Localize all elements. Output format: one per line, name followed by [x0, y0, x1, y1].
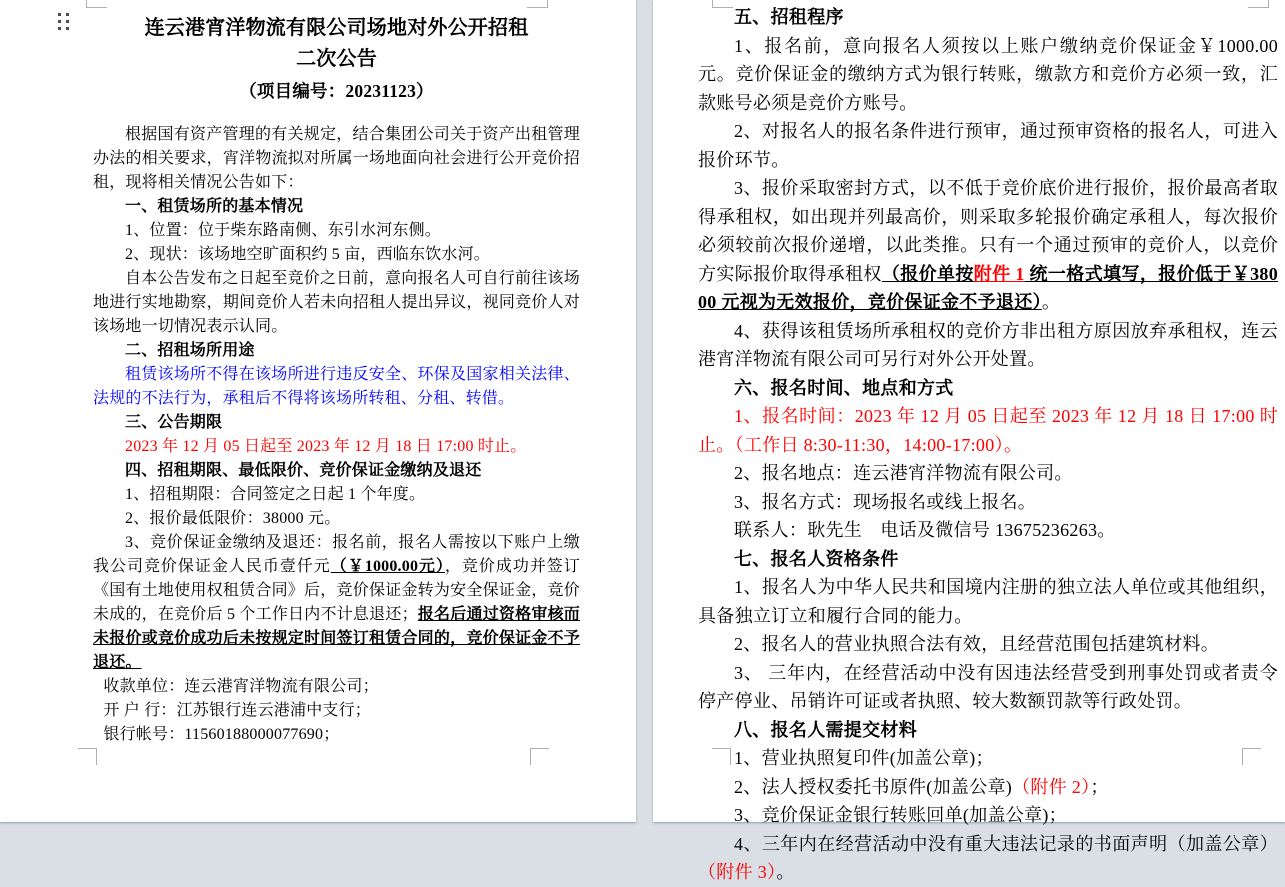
- project-number: [93, 77, 580, 105]
- document-page-2: [653, 0, 1285, 882]
- document-paragraph: [698, 801, 1278, 830]
- text-run: （项目编号：20231123）: [239, 81, 434, 101]
- text-run: 二次公告: [296, 48, 377, 70]
- document-paragraph: [698, 459, 1278, 488]
- text-run: 联系人：耿先生 电话及微信号 13675236263。: [734, 520, 1116, 540]
- text-run: 2、对报名人的报名条件进行预审，通过预审资格的报名人，可进入报价环节。: [698, 121, 1278, 170]
- document-paragraph: [698, 32, 1278, 118]
- text-run: 七、报名人资格条件: [734, 548, 899, 569]
- text-run: 根据国有资产管理的有关规定，结合集团公司关于资产出租管理办法的相关要求，宵洋物流拟对所属一场地面向社会进行公开竞价招租，现将相关情况公告如下：: [93, 126, 580, 191]
- text-run: 开 户 行：江苏银行连云港浦中支行；: [103, 702, 371, 719]
- text-run: 1、报名时间：2023 年 12 月 05 日起至 2023 年 12 月 18 日 17:00 时止。（工作日 8:30-11:30，14:00-17:00）。: [698, 406, 1278, 455]
- document-paragraph: [698, 317, 1278, 374]
- document-paragraph: [698, 174, 1278, 317]
- document-paragraph: [93, 507, 580, 531]
- text-run: 2、报名人的营业执照合法有效，且经营范围包括建筑材料。: [734, 634, 1220, 654]
- text-run: 六、报名时间、地点和方式: [734, 377, 954, 398]
- section-heading: [93, 411, 580, 435]
- text-run: 三、公告期限: [125, 414, 223, 431]
- document-title: [93, 14, 580, 42]
- text-run: 2023 年 12 月 05 日起至 2023 年 12 月 18 日 17:00 时止。: [125, 438, 527, 455]
- paragraph-drag-handle-icon[interactable]: [58, 13, 72, 33]
- document-paragraph: [93, 219, 580, 243]
- document-paragraph: [698, 744, 1278, 773]
- section-heading: [698, 374, 1278, 403]
- text-run: 四、招租期限、最低限价、竞价保证金缴纳及退还: [125, 462, 482, 479]
- document-paragraph: [698, 630, 1278, 659]
- text-run: 3、竞价保证金缴纳及退还：报名前，报名人需按以下账户上缴我公司竞价保证金人民币壹仟元: [93, 534, 580, 575]
- section-heading: [93, 339, 580, 363]
- document-paragraph: [93, 723, 580, 747]
- document-paragraph: [93, 363, 580, 411]
- text-run: 3、竞价保证金银行转账回单(加盖公章)；: [734, 805, 1067, 825]
- text-run: 3、 三年内，在经营活动中没有因违法经营受到刑事处罚或者责令停产停业、吊销许可证或者执照、较大数额罚款等行政处罚。: [698, 662, 1278, 711]
- text-run: 报名后通过资格审核而未报价或竞价成功后未按规定时间签订租赁合同的，竞价保证金不予退还。: [93, 606, 580, 671]
- page-2-text-column: [698, 3, 1278, 887]
- document-paragraph: [93, 699, 580, 723]
- document-subtitle: [93, 45, 580, 73]
- text-run: 4、获得该租赁场所承租权的竞价方非出租方原因放弃承租权，连云港宵洋物流有限公司可另行对外公开处置。: [698, 320, 1278, 369]
- document-paragraph: [698, 830, 1278, 887]
- document-paragraph: [93, 435, 580, 459]
- text-run: 3、报名方式：现场报名或线上报名。: [734, 491, 1037, 512]
- document-paragraph: [93, 123, 580, 195]
- text-run: 2、报价最低限价：38000 元。: [125, 510, 341, 527]
- text-run: 统一格式填写，报价低于￥38000 元视为无效报价，竞价保证金不予退还）: [698, 263, 1279, 312]
- text-run: （附件 2）: [1012, 776, 1091, 797]
- text-run: 二、招租场所用途: [125, 342, 255, 359]
- text-run: 一、租赁场所的基本情况: [125, 198, 304, 215]
- text-run: 1、位置：位于柴东路南侧、东引水河东侧。: [125, 222, 442, 239]
- document-paragraph: [698, 516, 1278, 545]
- document-paragraph: [698, 117, 1278, 174]
- text-run: 银行帐号：11560188000077690；: [103, 726, 340, 743]
- section-heading: [93, 195, 580, 219]
- document-paragraph: [93, 483, 580, 507]
- text-run: 自本公告发布之日起至竞价之日前，意向报名人可自行前往该场地进行实地勘察，期间竞价人若未向招租人提出异议，视同竞价人对该场地一切情况表示认同。: [93, 270, 580, 335]
- section-heading: [698, 716, 1278, 745]
- text-run: 租赁该场所不得在该场所进行违反安全、环保及国家相关法律、法规的不法行为，承租后不得将该场所转租、分租、转借。: [93, 366, 580, 407]
- text-run: 八、报名人需提交材料: [734, 719, 917, 740]
- text-run: 附件 1: [973, 263, 1025, 284]
- document-paragraph: [93, 243, 580, 267]
- document-paragraph: [93, 267, 580, 339]
- text-run: 2、报名地点：连云港宵洋物流有限公司。: [734, 463, 1073, 483]
- text-run: 3、报价采取密封方式，以不低于竞价底价进行报价，报价最高者取得承租权，如出现并列最高价，则采取多轮报价确定承租人，每次报价必须较前次报价递增，以此类推。只有一个通过预审的竞价人，以竞价方实际报价取得承租权: [698, 178, 1278, 284]
- document-page-1: [0, 0, 636, 822]
- text-run: 1、营业执照复印件(加盖公章)；: [734, 748, 994, 768]
- text-run: 1、报名人为中华人民共和国境内注册的独立法人单位或其他组织，具备独立订立和履行合同的能力。: [698, 577, 1278, 626]
- text-boundary-corner-mark: [78, 748, 97, 765]
- text-run: 收款单位：连云港宵洋物流有限公司；: [103, 678, 379, 695]
- document-paragraph: [698, 488, 1278, 517]
- document-paragraph: [93, 531, 580, 675]
- text-run: 连云港宵洋物流有限公司场地对外公开招租: [144, 17, 529, 39]
- text-run: 2、法人授权委托书原件(加盖公章): [734, 776, 1013, 797]
- text-run: 。: [1041, 292, 1061, 312]
- text-run: 1、招租期限：合同签定之日起 1 个年度。: [125, 486, 426, 503]
- text-run: （报价单按: [881, 263, 974, 284]
- text-run: ，竞价成功并签订《国有土地使用权租赁合同》后，竞价保证金转为安全保证金，竞价未成的，在竞价后 5 个工作日内不计息退还；: [93, 558, 580, 623]
- document-paragraph: [698, 659, 1278, 716]
- document-paragraph: [698, 773, 1278, 802]
- text-run: （附件 3）: [698, 862, 777, 882]
- text-run: 五、招租程序: [734, 7, 844, 27]
- section-heading: [698, 3, 1278, 32]
- document-paragraph: [698, 402, 1278, 459]
- document-paragraph: [698, 573, 1278, 630]
- text-run: ；: [1090, 776, 1109, 797]
- section-heading: [698, 545, 1278, 574]
- text-run: 。: [776, 862, 795, 882]
- document-paragraph: [93, 675, 580, 699]
- text-run: 1、报名前，意向报名人须按以上账户缴纳竞价保证金￥1000.00 元。竞价保证金的缴纳方式为银行转账，缴款方和竞价方必须一致，汇款账号必须是竞价方账号。: [698, 35, 1278, 113]
- text-boundary-corner-mark: [530, 748, 549, 765]
- text-run: （￥1000.00元）: [330, 558, 445, 575]
- text-run: 2、现状：该场地空旷面积约 5 亩，西临东饮水河。: [125, 246, 491, 263]
- section-heading: [93, 459, 580, 483]
- page-1-text-column: [93, 0, 580, 747]
- text-run: 4、三年内在经营活动中没有重大违法记录的书面声明（加盖公章）: [734, 833, 1278, 854]
